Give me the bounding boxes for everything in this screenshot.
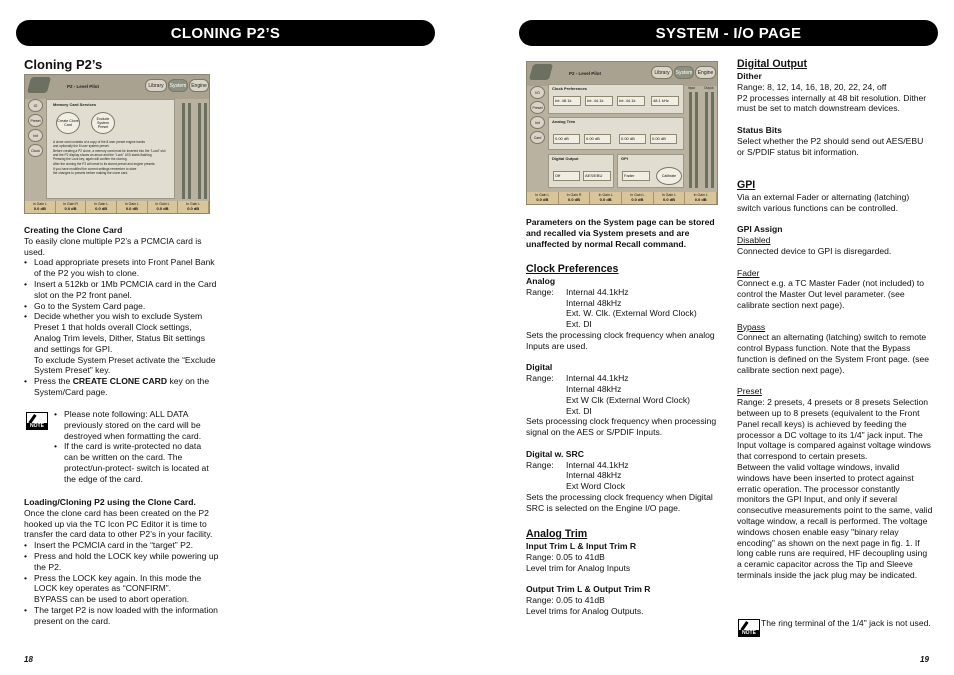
footer-cell: In Gain R 0.0 dB bbox=[56, 201, 87, 213]
section-heading: Digital Output bbox=[737, 58, 808, 70]
level-meter bbox=[695, 92, 698, 188]
section-heading: Creating the Clone Card bbox=[24, 225, 123, 235]
info-line: and optionally the 8 user system preset. bbox=[53, 144, 110, 148]
option-label: Fader bbox=[737, 267, 760, 278]
paragraph: Level trims for Analog Outputs. bbox=[526, 605, 644, 616]
range-row: Internal 48kHz bbox=[566, 297, 622, 308]
info-line: If you have modified the current settings remember to store bbox=[53, 167, 137, 171]
paragraph: Connect e.g. a TC Master Fader (not included) to control the Master Out level parameter. (see calibrate section next page). bbox=[737, 278, 925, 310]
paragraph: To easily clone multiple P2’s a PCMCIA card is used. bbox=[24, 235, 202, 257]
meter-label: Input bbox=[688, 86, 696, 90]
paragraph: Level trim for Analog Inputs bbox=[526, 562, 631, 573]
footer-cell: In Gain L 0.0 dB bbox=[25, 201, 56, 213]
info-line: the changes to presets before making the clone card. bbox=[53, 171, 129, 175]
exclude-system-preset-button[interactable]: Exclude System Preset bbox=[91, 112, 115, 134]
analog-trim-panel bbox=[548, 117, 684, 150]
footer-cell: In Gain L 0.0 dB bbox=[685, 192, 717, 204]
level-meter bbox=[711, 92, 714, 188]
tab-system[interactable]: System bbox=[674, 66, 694, 79]
bullet: • Press the LOCK key again. In this mode the LOCK key operates as “CONFIRM”. bbox=[24, 573, 220, 595]
paragraph: Sets the processing clock frequency when analog Inputs are used. bbox=[526, 329, 715, 351]
panel-title: Memory Card Services bbox=[53, 102, 97, 107]
paragraph: Range: 2 presets, 4 presets or 8 presets Selection between up to 8 presets (equivalent to the Front Panel recall keys) is achieved by feeding the processor a DC voltage to its 1/4" jack input. The Input voltage is compared against voltage windows that correspond to certain presets. bbox=[737, 397, 931, 462]
note-bullet: • If the card is write-protected no data can be written on the card. The protect/un-protect- switch is located at the edge of the card. bbox=[54, 441, 216, 484]
paragraph: Connected device to GPI is disregarded. bbox=[737, 245, 892, 256]
create-clone-card-button[interactable]: Create Clone Card bbox=[56, 112, 80, 134]
info-line: A clone card consists of a copy of the 8 user preset engine banks bbox=[53, 140, 145, 144]
clock-panel bbox=[548, 84, 684, 114]
level-meter bbox=[188, 103, 191, 199]
note-bullet: • Please note following: ALL DATA previously stored on the card will be destroyed when formatting the card. bbox=[54, 409, 216, 441]
bullet-continuation: BYPASS can be used to abort operation. bbox=[34, 594, 190, 605]
digital-output-section bbox=[737, 58, 933, 157]
gpi-panel bbox=[617, 154, 684, 188]
side-button-io[interactable]: I/O bbox=[530, 86, 545, 99]
loading-clone-section bbox=[24, 497, 220, 627]
gpi-section bbox=[737, 179, 933, 581]
footer-cell: In Gain L 0.0 dB bbox=[622, 192, 654, 204]
sub-heading: GPI Assign bbox=[737, 224, 783, 235]
side-button-preset[interactable]: Preset bbox=[28, 114, 43, 127]
shot-footer bbox=[527, 192, 717, 204]
meter-label: Output bbox=[704, 86, 714, 90]
memory-card-panel bbox=[46, 99, 175, 199]
panel-title: Analog Trim bbox=[552, 119, 576, 124]
info-line: and the P2 display shows an arrow and the "Lock" LED starts flashing. bbox=[53, 153, 153, 157]
info-line: After the cloning the P2 will reset to its stored preset and engine presets. bbox=[53, 162, 156, 166]
footer-cell: In Gain L 0.0 dB bbox=[148, 201, 179, 213]
bullet: • Insert the PCMCIA card in the “target” P2. bbox=[24, 540, 220, 551]
system-io-screenshot bbox=[526, 61, 718, 205]
dither-field[interactable]: Off bbox=[553, 171, 580, 181]
input-trim-r-field[interactable]: 0.00 dB bbox=[584, 134, 611, 144]
sub-heading: Digital w. SRC bbox=[526, 448, 584, 459]
section-heading: Clock Preferences bbox=[526, 263, 619, 275]
panel-title: Clock Preferences bbox=[552, 86, 587, 91]
level-meter bbox=[204, 103, 207, 199]
side-button-init[interactable]: Init bbox=[530, 116, 545, 129]
footer-cell: In Gain L 0.0 dB bbox=[654, 192, 686, 204]
tab-library[interactable]: Library bbox=[651, 66, 673, 79]
paragraph: P2 processes internally at 48 bit resolution. Dither must be set to match downstream devices. bbox=[737, 92, 927, 114]
sub-heading: Output Trim L & Output Trim R bbox=[526, 584, 651, 595]
right-page-number: 19 bbox=[920, 655, 929, 664]
option-label: Bypass bbox=[737, 321, 766, 332]
range-row: Internal 48kHz bbox=[566, 470, 622, 481]
range-row: Ext. DI bbox=[566, 319, 592, 330]
bullet: • Insert a 512kb or 1Mb PCMCIA card in the Card slot on the P2 front panel. bbox=[24, 279, 220, 301]
range-row: Range: Internal 44.1kHz bbox=[526, 459, 629, 470]
sub-heading: Dither bbox=[737, 71, 762, 81]
clock-preferences-section bbox=[526, 263, 726, 514]
paragraph: Range: 0.05 to 41dB bbox=[526, 551, 605, 562]
side-button-io[interactable]: IO bbox=[28, 99, 43, 112]
bullet: • Press and hold the LOCK key while powering up the P2. bbox=[24, 551, 220, 573]
note-icon: NOTE bbox=[26, 412, 48, 430]
paragraph: Between the valid voltage windows, invalid windows have been inserted to protect against erratic operation. The processor constantly monitors the GPI Input, and only if several consecutive measurements point to the same, valid voltage window, a recall is performed. The voltage windows chosen enable easy "binary relay encoding" as shown on the next page in fig. 1. If long cable runs are required, HF decoupling using a ceramic capacitor across the Tip and Sleeve terminals inside the jack plug may be indicated. bbox=[737, 461, 933, 580]
analog-trim-section bbox=[526, 528, 722, 617]
note-text: The ring terminal of the 1/4" jack is not used. bbox=[761, 618, 931, 628]
section-heading: Analog Trim bbox=[526, 528, 588, 540]
range-row: Ext. DI bbox=[566, 405, 592, 416]
note-icon: NOTE bbox=[738, 619, 760, 637]
side-button-preset[interactable]: Preset bbox=[530, 101, 545, 114]
shot-footer bbox=[25, 201, 209, 213]
status-bits-field[interactable]: AES/EBU bbox=[583, 171, 611, 181]
bullet: • Press the CREATE CLONE CARD key on the System/Card page. bbox=[24, 376, 220, 398]
paragraph: Sets processing clock frequency when processing signal on the AES or S/PDIF Inputs. bbox=[526, 416, 717, 438]
sub-heading: Status Bits bbox=[737, 124, 782, 135]
calibrate-button[interactable]: Calibrate bbox=[656, 167, 682, 185]
output-trim-r-field[interactable]: 0.00 dB bbox=[650, 134, 677, 144]
section-heading: GPI bbox=[737, 179, 756, 191]
option-label: Preset bbox=[737, 386, 762, 397]
gpi-assign-field[interactable]: Fader bbox=[622, 171, 650, 181]
bullet: • Go to the System Card page. bbox=[24, 301, 220, 312]
option-label: Disabled bbox=[737, 235, 771, 246]
bullet-continuation: To exclude System Preset activate the “Exclude System Preset” key. bbox=[34, 354, 216, 376]
footer-cell: In Gain L 0.0 dB bbox=[86, 201, 117, 213]
clock-src-field[interactable]: Int. 44.1k bbox=[617, 96, 645, 106]
paragraph: Select whether the P2 should send out AES/EBU or S/PDIF status bit information. bbox=[737, 135, 924, 157]
range-row: Range: Internal 44.1kHz bbox=[526, 373, 629, 384]
shot-title: P2 - Level Pilot bbox=[569, 71, 602, 76]
footer-cell: In Gain L 0.0 dB bbox=[178, 201, 209, 213]
range-row: Ext. W. Clk. (External Word Clock) bbox=[566, 308, 697, 319]
paragraph: Once the clone card has been created on the P2 hooked up via the TC Icon PC Editor it is time to transfer the card data to other P2’s in your facility. bbox=[24, 507, 213, 540]
left-page-title: Cloning P2’s bbox=[24, 57, 103, 72]
paragraph: Connect an alternating (latching) switch to remote control Bypass function. Note that the Bypass function is defined on the System Front page. (see calibrate section next page). bbox=[737, 332, 930, 375]
sub-heading: Analog bbox=[526, 276, 556, 286]
tab-engine[interactable]: Engine bbox=[695, 66, 716, 79]
left-header: CLONING P2’S bbox=[16, 20, 435, 46]
paragraph: Range: 0.05 to 41dB bbox=[526, 594, 605, 605]
range-row: Ext W Clk (External Word Clock) bbox=[566, 394, 690, 405]
paragraph: Via an external Fader or alternating (latching) switch various functions can be controlled. bbox=[737, 192, 910, 213]
side-button-init[interactable]: Init bbox=[28, 129, 43, 142]
range-row: Range: Internal 44.1kHz bbox=[526, 286, 629, 297]
right-header: SYSTEM - I/O PAGE bbox=[519, 20, 938, 46]
level-meter bbox=[689, 92, 692, 188]
level-meter bbox=[182, 103, 185, 199]
footer-cell: In Gain R 0.0 dB bbox=[559, 192, 591, 204]
digital-output-panel bbox=[548, 154, 614, 188]
level-meter bbox=[198, 103, 201, 199]
bullet: • Decide whether you wish to exclude System Preset 1 that holds overall Clock settings, Analog Trim levels, Dither, Status Bit settings and settings for GPI. bbox=[24, 311, 220, 354]
shot-title: P2 - Level Pilot bbox=[67, 84, 100, 89]
tab-library[interactable]: Library bbox=[145, 79, 167, 92]
footer-cell: In Gain L 0.0 dB bbox=[527, 192, 559, 204]
clone-card-screenshot bbox=[24, 74, 210, 214]
side-button-card[interactable]: Card bbox=[530, 131, 545, 144]
level-meter bbox=[705, 92, 708, 188]
output-trim-l-field[interactable]: 0.00 dB bbox=[619, 134, 646, 144]
paragraph: Sets the processing clock frequency when Digital SRC is selected on the Engine I/O page. bbox=[526, 491, 713, 513]
bullet: • The target P2 is now loaded with the information present on the card. bbox=[24, 605, 220, 627]
left-page-number: 18 bbox=[24, 655, 33, 664]
note-block bbox=[54, 409, 216, 485]
intro-paragraph: Parameters on the System page can be stored and recalled via System presets and are unaffected by normal Recall command. bbox=[526, 217, 715, 249]
section-heading: Loading/Cloning P2 using the Clone Card. bbox=[24, 497, 196, 507]
footer-cell: In Gain L 0.0 dB bbox=[117, 201, 148, 213]
clock-digital-field[interactable]: Int. 44.1k bbox=[585, 96, 613, 106]
range-row: Internal 48kHz bbox=[566, 383, 622, 394]
panel-title: GPI bbox=[621, 156, 628, 161]
sub-heading: Digital bbox=[526, 362, 553, 373]
clock-analog-field[interactable]: Int. 48.1k bbox=[553, 96, 581, 106]
tab-engine[interactable]: Engine bbox=[189, 79, 209, 92]
bullet: • Load appropriate presets into Front Panel Bank of the P2 you wish to clone. bbox=[24, 257, 220, 279]
side-button-clock[interactable]: Clock bbox=[28, 144, 43, 157]
range-row: Ext Word Clock bbox=[566, 481, 626, 492]
paragraph: Range: 8, 12, 14, 16, 18, 20, 22, 24, off bbox=[737, 81, 887, 92]
footer-cell: In Gain L 0.0 dB bbox=[590, 192, 622, 204]
sub-heading: Input Trim L & Input Trim R bbox=[526, 541, 637, 551]
creating-clone-card-section bbox=[24, 225, 220, 398]
input-trim-l-field[interactable]: 0.00 dB bbox=[553, 134, 580, 144]
info-line: Before creating a P2 clone, a memory card must be inserted into the "Load" slot bbox=[53, 149, 166, 153]
panel-title: Digital Output bbox=[552, 156, 579, 161]
tab-system[interactable]: System bbox=[168, 79, 188, 92]
system-intro bbox=[526, 217, 722, 249]
clock-rate-field: 48.1 kHz bbox=[651, 96, 679, 106]
info-line: Pressing the Lock key, again will confirm the cloning. bbox=[53, 157, 128, 161]
